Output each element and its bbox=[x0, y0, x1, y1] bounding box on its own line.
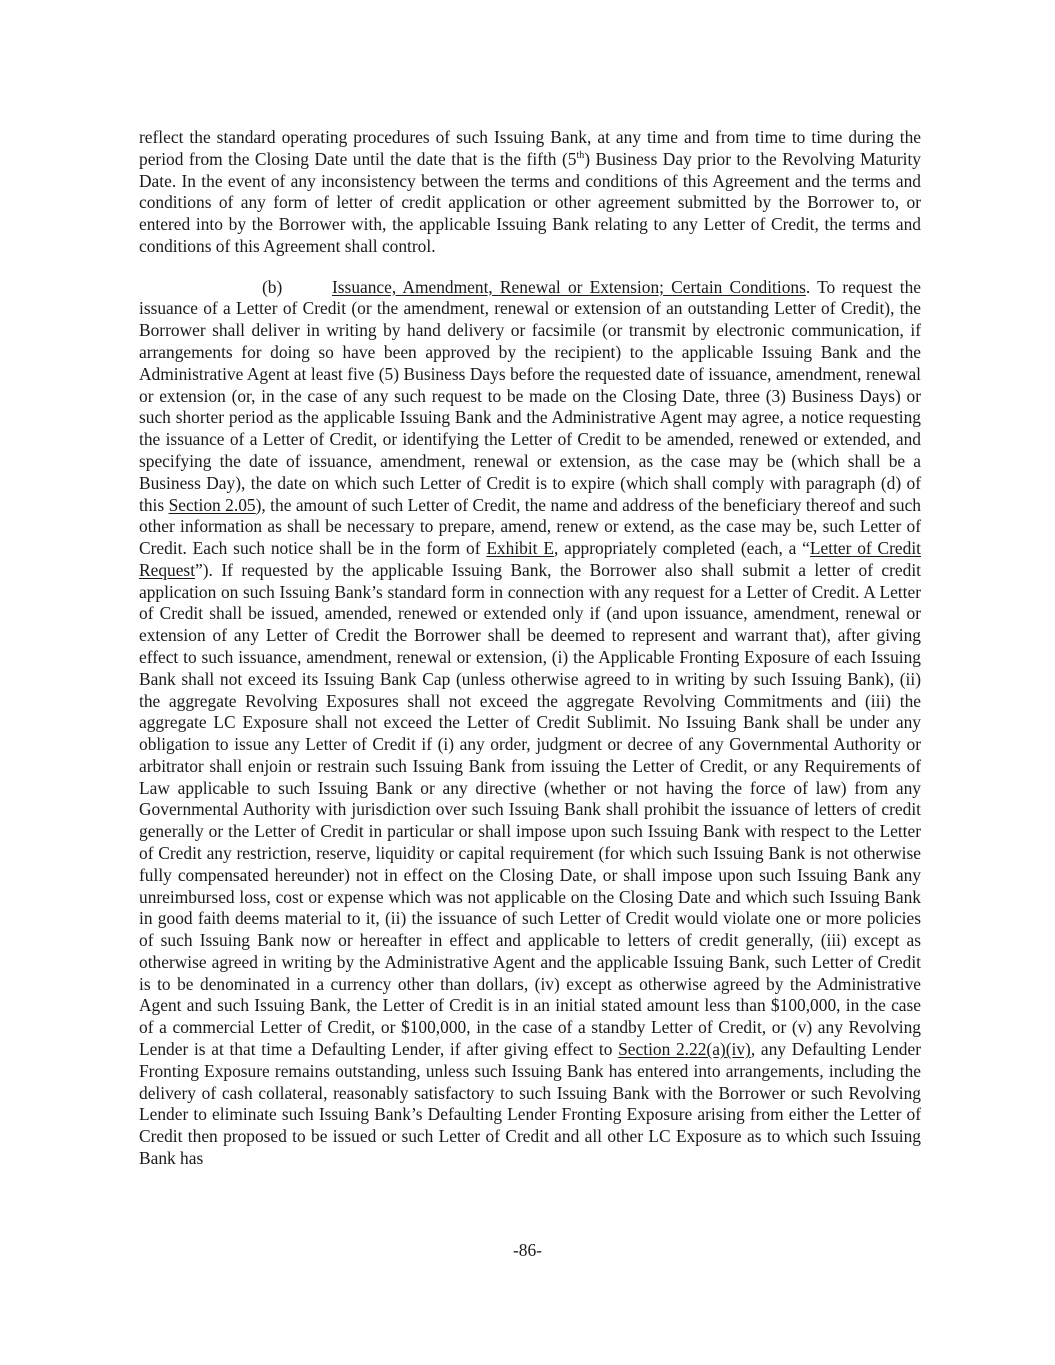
defined-term-lc-request: Letter of Credit Request bbox=[139, 538, 921, 580]
document-body bbox=[139, 127, 921, 1170]
paragraph-b bbox=[139, 277, 921, 1170]
paragraph-text: ”). If requested by the applicable Issuing Bank, the Borrower also shall submit a letter of credit application on such Issuing Bank’s standard form in connection with any request for a Letter of Credit. A Letter of Credit shall be issued, amended, renewed or extended only if (and upon issuance, amendment, renewal or extension of any Letter of Credit the Borrower shall be deemed to represent and warrant that), after giving effect to such issuance, amendment, renewal or extension, (i) the Applicable Fronting Exposure of each Issuing Bank shall not exceed its Issuing Bank Cap (unless otherwise agreed to in writing by such Issuing Bank), (ii) the aggregate Revolving Exposures shall not exceed the aggregate Revolving Commitments and (iii) the aggregate LC Exposure shall not exceed the Letter of Credit Sublimit. No Issuing Bank shall be under any obligation to issue any Letter of Credit if (i) any order, judgment or decree of any Governmental Authority or arbitrator shall enjoin or restrain such Issuing Bank from issuing the Letter of Credit, or any Requirements of Law applicable to such Issuing Bank or any directive (whether or not having the force of law) from any Governmental Authority with jurisdiction over such Issuing Bank shall prohibit the issuance of letters of credit generally or the Letter of Credit in particular or shall impose upon such Issuing Bank with respect to the Letter of Credit any restriction, reserve, liquidity or capital requirement (for which such Issuing Bank is not otherwise fully compensated hereunder) not in effect on the Closing Date, or shall impose upon such Issuing Bank any unreimbursed loss, cost or expense which was not applicable on the Closing Date and which such Issuing Bank in good faith deems material to it, (ii) the issuance of such Letter of Credit would violate one or more policies of such Issuing Bank now or hereafter in effect and applicable to letters of credit generally, (iii) except as otherwise agreed in writing by the Administrative Agent and the applicable Issuing Bank, such Letter of Credit is to be denominated in a currency other than dollars, (iv) except as otherwise agreed by the Administrative Agent and such Issuing Bank, the Letter of Credit is in an initial stated amount less than $100,000, in the case of a commercial Letter of Credit, or $100,000, in the case of a standby Letter of Credit, or (v) any Revolving Lender is at that time a Defaulting Lender, if after giving effect to bbox=[139, 559, 921, 1060]
exhibit-reference-e: Exhibit E bbox=[486, 538, 554, 559]
ordinal-superscript: th bbox=[576, 149, 585, 161]
paragraph-text: . To request the issuance of a Letter of Credit (or the amendment, renewal or extension of an outstanding Letter of Credit), the Borrower shall deliver in writing by hand delivery or facsimile (or transmit by electronic communication, if arrangements for doing so have been approved by the recipient) to the applicable Issuing Bank and the Administrative Agent at least five (5) Business Days before the requested date of issuance, amendment, renewal or extension (or, in the case of any such request to be made on the Closing Date, three (3) Business Days) or such shorter period as the applicable Issuing Bank and the Administrative Agent may agree, a notice requesting the issuance of a Letter of Credit, or identifying the Letter of Credit to be amended, renewed or extended, and specifying the date of issuance, amendment, renewal or extension, as the case may be (which shall be a Business Day), the date on which such Letter of Credit is to expire (which shall comply with paragraph (d) of this bbox=[139, 276, 921, 515]
page-number: -86- bbox=[513, 1240, 542, 1260]
section-reference-2-05: Section 2.05 bbox=[168, 494, 256, 515]
paragraph-text: reflect the standard operating procedures of such Issuing Bank, at any time and from time to time during the period from the Closing Date until the date that is the fifth (5 bbox=[139, 127, 921, 169]
paragraph-text: ) Business Day prior to the Revolving Maturity Date. In the event of any inconsistency between the terms and conditions of this Agreement and the terms and conditions of any form of letter of credit application or other agreement submitted by the Borrower to, or entered into by the Borrower with, the applicable Issuing Bank relating to any Letter of Credit, the terms and conditions of this Agreement shall control. bbox=[139, 148, 921, 256]
paragraph-text: , any Defaulting Lender Fronting Exposure remains outstanding, unless such Issuing Bank has entered into arrangements, including the delivery of cash collateral, reasonably satisfactory to such Issuing Bank with the Borrower or such Revolving Lender to eliminate such Issuing Bank’s Defaulting Lender Fronting Exposure arising from either the Letter of Credit then proposed to be issued or such Letter of Credit and all other LC Exposure as to which such Issuing Bank has bbox=[139, 1039, 921, 1168]
section-reference-2-22: Section 2.22(a)(iv) bbox=[618, 1039, 751, 1060]
paragraph-continuation bbox=[139, 127, 921, 258]
paragraph-text: , appropriately completed (each, a “ bbox=[553, 538, 810, 559]
paragraph-text: ), the amount of such Letter of Credit, the name and address of the beneficiary thereof and such other information as shall be necessary to prepare, amend, renew or extend, as the case may be, such Letter of Credit. Each such notice shall be in the form of bbox=[139, 494, 921, 559]
paragraph-heading: Issuance, Amendment, Renewal or Extension; Certain Conditions bbox=[332, 276, 806, 297]
paragraph-label: (b) bbox=[262, 276, 283, 297]
